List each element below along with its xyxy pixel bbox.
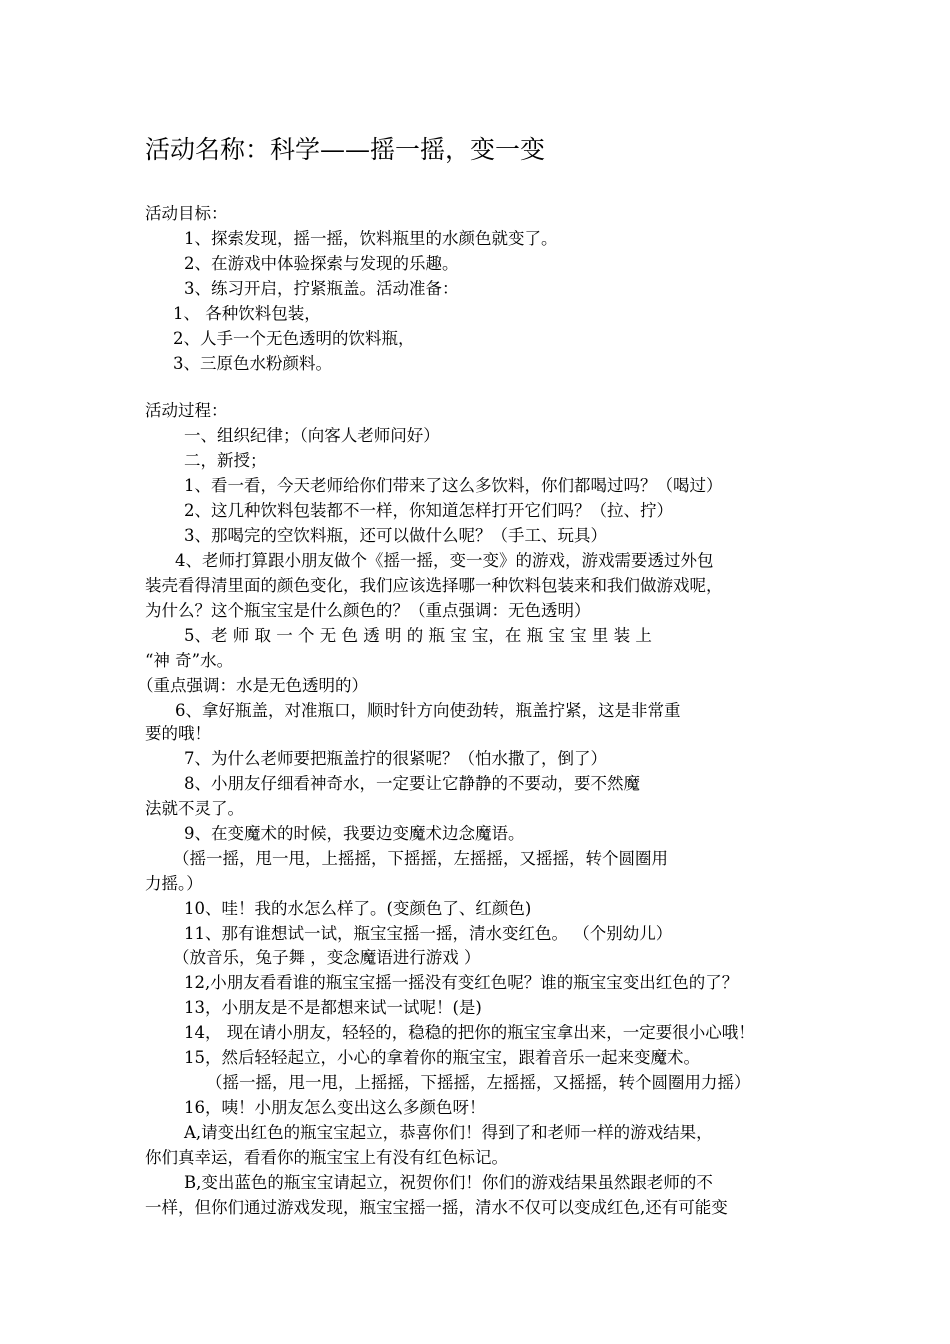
process-line: 法就不灵了。	[145, 799, 244, 818]
prep-item: 3、三原色水粉颜料。	[173, 354, 332, 373]
process-line: 4、老师打算跟小朋友做个《摇一摇，变一变》的游戏，游戏需要透过外包	[175, 551, 714, 570]
process-line: 6、拿好瓶盖，对准瓶口，顺时针方向使劲转，瓶盖拧紧，这是非常重	[175, 701, 681, 720]
process-line: 16，咦！小朋友怎么变出这么多颜色呀！	[184, 1098, 486, 1117]
process-line: 装壳看得清里面的颜色变化，我们应该选择哪一种饮料包装来和我们做游戏呢，	[145, 576, 723, 595]
process-line: 力摇。）	[145, 874, 203, 893]
process-line: 11、那有谁想试一试，瓶宝宝摇一摇，清水变红色。 （个别幼儿）	[184, 924, 673, 943]
process-line: B,变出蓝色的瓶宝宝请起立，祝贺你们！你们的游戏结果虽然跟老师的不	[184, 1173, 713, 1192]
process-line: A,请变出红色的瓶宝宝起立，恭喜你们！得到了和老师一样的游戏结果，	[184, 1123, 713, 1142]
process-line: 为什么？这个瓶宝宝是什么颜色的？（重点强调：无色透明）	[145, 601, 591, 620]
process-line: 5、老 师 取 一 个 无 色 透 明 的 瓶 宝 宝，在 瓶 宝 宝 里 装 上	[184, 626, 652, 645]
process-line: 要的哦！	[145, 724, 211, 743]
prep-item: 1、 各种饮料包装，	[173, 304, 321, 323]
process-line: “神 奇”水。	[145, 651, 234, 670]
process-heading: 活动过程：	[145, 401, 228, 420]
goal-item: 3、练习开启，拧紧瓶盖。活动准备：	[184, 279, 459, 298]
process-line: 8、小朋友仔细看神奇水，一定要让它静静的不要动，要不然魔	[184, 774, 640, 793]
process-line: 二，新授；	[184, 451, 267, 470]
prep-item: 2、人手一个无色透明的饮料瓶，	[173, 329, 415, 348]
process-line: 9、在变魔术的时候，我要边变魔术边念魔语。	[184, 824, 525, 843]
goal-item: 1、探索发现，摇一摇，饮料瓶里的水颜色就变了。	[184, 229, 558, 248]
process-line: 14， 现在请小朋友，轻轻的，稳稳的把你的瓶宝宝拿出来，一定要很小心哦！	[184, 1023, 755, 1042]
process-line: 1、看一看，今天老师给你们带来了这么多饮料，你们都喝过吗？（喝过）	[184, 476, 723, 495]
goals-heading: 活动目标：	[145, 204, 228, 223]
process-line: 7、为什么老师要把瓶盖拧的很紧呢？（怕水撒了，倒了）	[184, 749, 607, 768]
process-line: （放音乐，兔子舞 ，变念魔语进行游戏 ）	[173, 948, 481, 967]
process-line: 2、这几种饮料包装都不一样，你知道怎样打开它们吗？（拉、拧）	[184, 501, 673, 520]
process-line: 3、那喝完的空饮料瓶，还可以做什么呢？（手工、玩具）	[184, 526, 607, 545]
process-line: 13，小朋友是不是都想来试一试呢！(是)	[184, 998, 482, 1017]
process-line: 10、哇！我的水怎么样了。(变颜色了、红颜色)	[184, 899, 532, 918]
activity-title: 活动名称：科学——摇一摇，变一变	[145, 135, 546, 164]
process-line: 12,小朋友看看谁的瓶宝宝摇一摇没有变红色呢？谁的瓶宝宝变出红色的了？	[184, 973, 739, 992]
goal-item: 2、在游戏中体验探索与发现的乐趣。	[184, 254, 459, 273]
process-line: 一、组织纪律；（向客人老师问好）	[184, 426, 440, 445]
process-line: 一样，但你们通过游戏发现，瓶宝宝摇一摇，清水不仅可以变成红色,还有可能变	[145, 1198, 728, 1217]
process-line: （重点强调：水是无色透明的）	[137, 676, 368, 695]
process-line: 你们真幸运，看看你的瓶宝宝上有没有红色标记。	[145, 1148, 508, 1167]
process-line: （摇一摇，甩一甩，上摇摇，下摇摇，左摇摇，又摇摇，转个圆圈用	[173, 849, 668, 868]
process-line: （摇一摇，甩一甩，上摇摇，下摇摇，左摇摇，又摇摇，转个圆圈用力摇）	[206, 1073, 751, 1092]
process-line: 15，然后轻轻起立，小心的拿着你的瓶宝宝，跟着音乐一起来变魔术。	[184, 1048, 700, 1067]
